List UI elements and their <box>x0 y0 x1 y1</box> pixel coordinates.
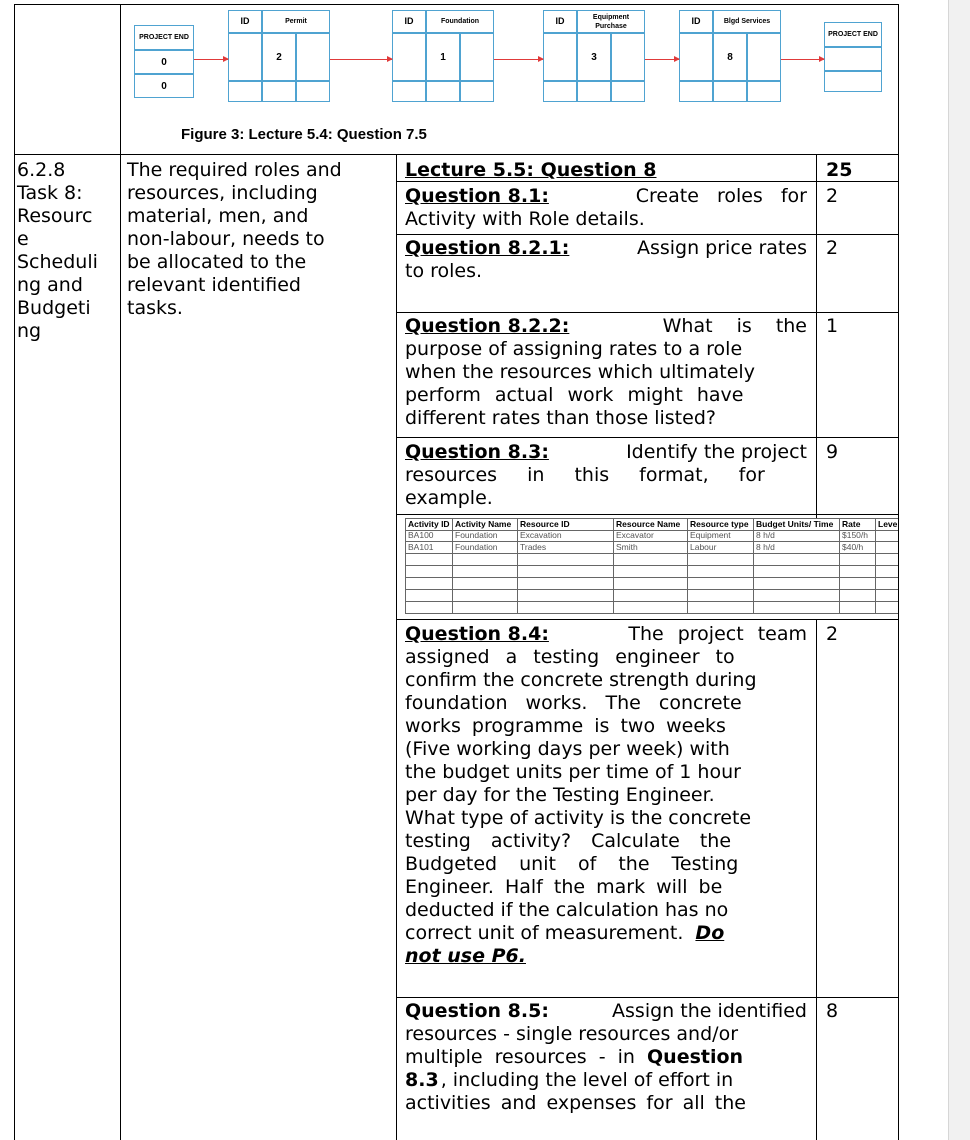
question-text: multiple resources - in <box>405 1046 635 1068</box>
left-border <box>14 4 15 1140</box>
description-line: The required roles and <box>127 159 342 181</box>
question-marks: 2 <box>826 185 839 207</box>
question-label: Question 8.1: <box>405 185 549 207</box>
node-box <box>747 81 781 102</box>
table-cell: Foundation <box>452 530 517 541</box>
row-line <box>396 437 898 438</box>
question-line <box>405 623 807 646</box>
dependency-arrow <box>194 59 228 60</box>
table-header-cell: Leve <box>875 519 898 530</box>
node-box <box>679 81 713 102</box>
figure-caption: Figure 3: Lecture 5.4: Question 7.5 <box>181 126 427 143</box>
dependency-arrow <box>781 59 824 60</box>
node-id-label: ID <box>392 10 426 33</box>
question-text: What type of activity is the concrete <box>405 807 752 829</box>
question-text: What is the <box>662 315 807 337</box>
question-text: Budgeted unit of the Testing <box>405 853 739 875</box>
node-box <box>747 33 781 81</box>
node-value: 8 <box>713 33 747 81</box>
row-line <box>396 312 898 313</box>
question-text: Assign price rates <box>636 237 807 259</box>
task-title-line: ng <box>17 320 42 342</box>
task-title-line: Resourc <box>17 205 93 227</box>
row-line <box>396 619 898 620</box>
table-row <box>405 542 898 554</box>
row-divider <box>14 154 898 155</box>
table-cell: 8 h/d <box>753 530 839 541</box>
node-value: 0 <box>134 50 194 74</box>
dependency-arrow <box>330 59 392 60</box>
question-text: purpose of assigning rates to a role <box>405 338 743 360</box>
node-title: PROJECT END <box>824 22 882 47</box>
column-divider-2 <box>396 155 397 1140</box>
node-box <box>262 81 296 102</box>
dependency-arrow <box>645 59 679 60</box>
description-line: material, men, and <box>127 205 309 227</box>
description-line: tasks. <box>127 297 183 319</box>
table-empty-row <box>405 554 898 566</box>
description-line: relevant identified <box>127 274 301 296</box>
question-line <box>405 1069 733 1092</box>
table-cell: Foundation <box>452 542 517 553</box>
question-line <box>405 315 807 338</box>
table-cell: BA100 <box>405 530 452 541</box>
node-box <box>228 81 262 102</box>
node-box <box>611 81 645 102</box>
task-title-line: Task 8: <box>17 182 83 204</box>
node-id-label: ID <box>228 10 262 33</box>
column-divider-1 <box>120 4 121 1140</box>
question-label: Question 8.2.2: <box>405 315 570 337</box>
question-text: example. <box>405 487 493 509</box>
node-title: PROJECT END <box>134 25 194 50</box>
question-text: perform actual work might have <box>405 384 744 406</box>
question-text: Create roles for <box>635 185 807 207</box>
node-box <box>543 81 577 102</box>
question-marks: 2 <box>826 623 839 645</box>
row-line <box>396 514 898 515</box>
node-value: 2 <box>262 33 296 81</box>
question-marks: 9 <box>826 441 839 463</box>
node-id-label: ID <box>679 10 713 33</box>
question-label: Question 8.4: <box>405 623 549 645</box>
node-box <box>577 81 611 102</box>
task-title-line: Budgeti <box>17 297 91 319</box>
node-box <box>296 81 330 102</box>
table-cell: $150/h <box>839 530 875 541</box>
scrollbar-track[interactable] <box>948 0 970 1140</box>
question-text: Assign the identified <box>612 1000 807 1022</box>
table-header-cell: Rate <box>839 519 875 530</box>
question-text: Engineer. Half the mark will be <box>405 876 723 898</box>
question-reference: Question <box>647 1046 744 1068</box>
task-title-line: e <box>17 228 29 250</box>
row-line <box>396 997 898 998</box>
question-text: The project team <box>628 623 807 645</box>
task-title-line: Scheduli <box>17 251 98 273</box>
node-box <box>460 81 494 102</box>
table-header-cell: Resource ID <box>517 519 613 530</box>
node-box <box>296 33 330 81</box>
lecture-heading: Lecture 5.5: Question 8 <box>405 159 657 181</box>
node-box <box>824 47 882 71</box>
node-box <box>679 33 713 81</box>
question-text: assigned a testing engineer to <box>405 646 735 668</box>
question-text: the budget units per time of 1 hour <box>405 761 741 783</box>
table-header-cell: Resource Name <box>613 519 687 530</box>
question-marks: 8 <box>826 1000 839 1022</box>
node-box <box>392 81 426 102</box>
node-box <box>824 71 882 92</box>
node-box <box>611 33 645 81</box>
question-text: deducted if the calculation has no <box>405 899 729 921</box>
column-divider-marks <box>816 155 817 518</box>
question-line <box>405 185 807 208</box>
table-top-border <box>14 4 898 5</box>
question-text: works programme is two weeks <box>405 715 726 737</box>
question-marks: 2 <box>826 237 839 259</box>
table-cell <box>875 530 898 541</box>
question-text: different rates than those listed? <box>405 407 716 429</box>
section-code: 6.2.8 <box>17 159 66 181</box>
node-value: 0 <box>134 74 194 98</box>
table-empty-row <box>405 578 898 590</box>
description-line: resources, including <box>127 182 318 204</box>
table-row <box>405 530 898 542</box>
total-marks: 25 <box>826 159 853 181</box>
table-empty-row <box>405 602 898 614</box>
question-text: per day for the Testing Engineer. <box>405 784 715 806</box>
resource-example-table <box>405 518 898 618</box>
question-label: Question 8.3: <box>405 441 549 463</box>
table-cell: BA101 <box>405 542 452 553</box>
node-name: Foundation <box>426 10 494 33</box>
description-line: be allocated to the <box>127 251 307 273</box>
node-box <box>713 81 747 102</box>
question-text: confirm the concrete strength during <box>405 669 757 691</box>
question-text: when the resources which ultimately <box>405 361 755 383</box>
node-name: Equipment Purchase <box>577 10 645 33</box>
table-cell: Smith <box>613 542 687 553</box>
question-line <box>405 441 807 464</box>
table-cell: Excavator <box>613 530 687 541</box>
question-line <box>405 1000 807 1023</box>
node-box <box>392 33 426 81</box>
table-header-cell: Resource type <box>687 519 753 530</box>
table-cell: 8 h/d <box>753 542 839 553</box>
question-text: correct unit of measurement. <box>405 922 684 944</box>
task-title-line: ng and <box>17 274 83 296</box>
node-name: Blgd Services <box>713 10 781 33</box>
question-text: (Five working days per week) with <box>405 738 730 760</box>
row-line <box>396 234 898 235</box>
question-line <box>405 1046 743 1069</box>
question-text: , including the level of effort in <box>440 1069 734 1091</box>
table-empty-row <box>405 590 898 602</box>
question-text: resources - single resources and/or <box>405 1023 739 1045</box>
table-header-cell: Budget Units/ Time <box>753 519 839 530</box>
question-text: Activity with Role details. <box>405 208 645 230</box>
emphasis-text: not use P6. <box>405 945 526 967</box>
question-text: foundation works. The concrete <box>405 692 742 714</box>
question-text: Identify the project <box>626 441 807 463</box>
node-value: 1 <box>426 33 460 81</box>
question-reference: 8.3 <box>405 1069 439 1091</box>
node-box <box>543 33 577 81</box>
table-header-cell: Activity Name <box>452 519 517 530</box>
question-marks: 1 <box>826 315 839 337</box>
table-cell: Trades <box>517 542 613 553</box>
node-id-label: ID <box>543 10 577 33</box>
question-text: to roles. <box>405 260 483 282</box>
right-border <box>898 4 899 1140</box>
question-line <box>405 237 807 260</box>
table-header-cell: Activity ID <box>405 519 452 530</box>
emphasis-text: Do <box>695 922 725 944</box>
node-value: 3 <box>577 33 611 81</box>
table-cell <box>875 542 898 553</box>
table-cell: Excavation <box>517 530 613 541</box>
dependency-arrow <box>494 59 543 60</box>
table-cell: Labour <box>687 542 753 553</box>
question-line <box>405 922 724 945</box>
question-text: testing activity? Calculate the <box>405 830 732 852</box>
question-text: resources in this format, for <box>405 464 765 486</box>
column-divider-marks <box>816 619 817 1140</box>
node-box <box>426 81 460 102</box>
node-box <box>460 33 494 81</box>
node-box <box>228 33 262 81</box>
question-label: Question 8.2.1: <box>405 237 570 259</box>
table-cell: Equipment <box>687 530 753 541</box>
question-label: Question 8.5: <box>405 1000 549 1022</box>
table-cell: $40/h <box>839 542 875 553</box>
table-empty-row <box>405 566 898 578</box>
description-line: non-labour, needs to <box>127 228 325 250</box>
question-text: activities and expenses for all the <box>405 1092 746 1114</box>
node-name: Permit <box>262 10 330 33</box>
